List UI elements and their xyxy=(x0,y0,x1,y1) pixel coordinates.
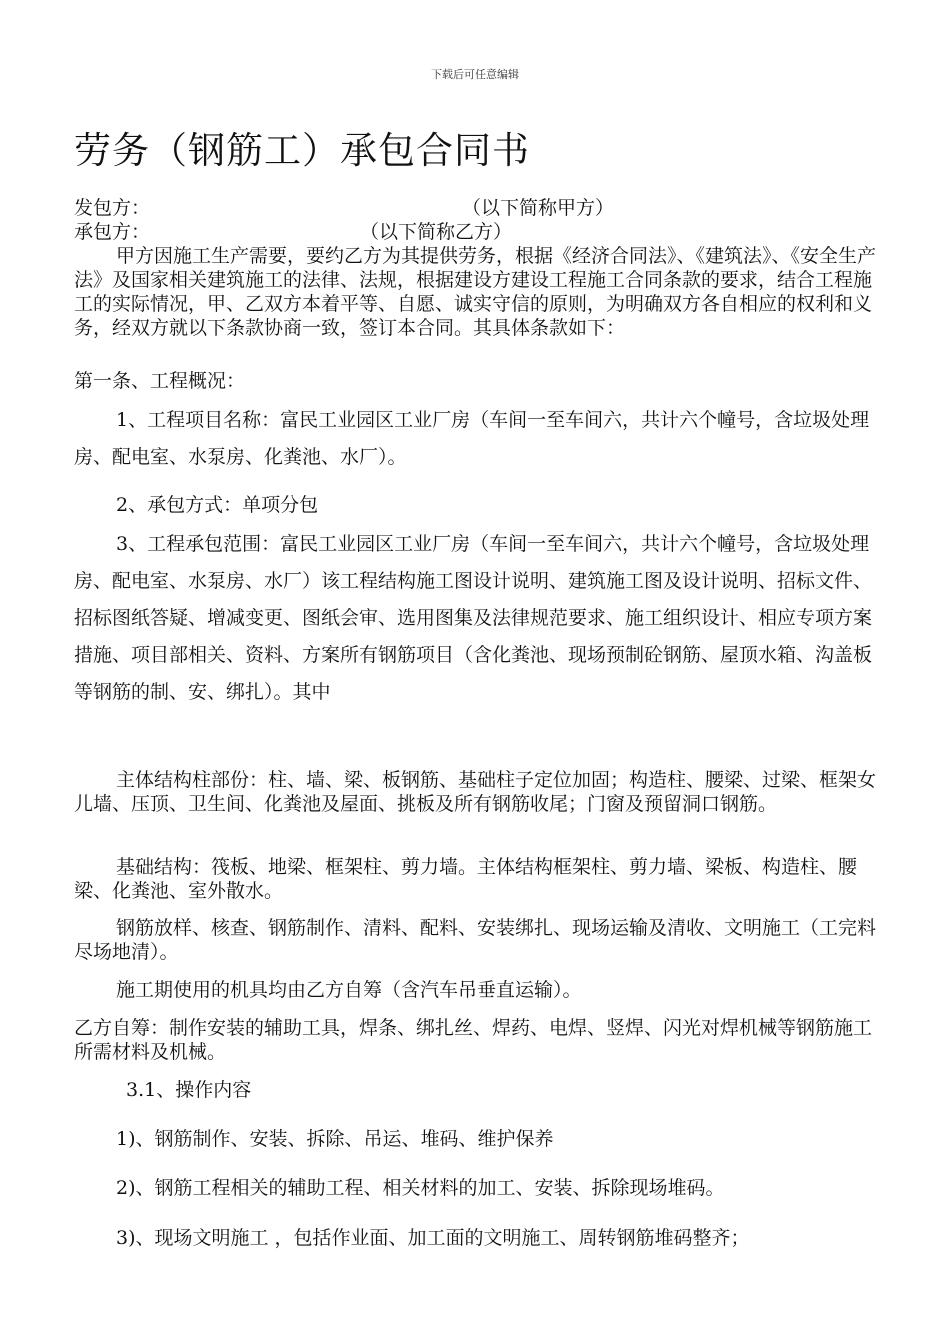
subcontractor-note: （以下简称乙方） xyxy=(360,221,513,243)
contractor-label: 发包方： xyxy=(74,197,151,219)
section-3-1-heading: 3.1、操作内容 xyxy=(126,1079,252,1101)
rebar-work-paragraph: 钢筋放样、核查、钢筋制作、清料、配料、安装绑扎、现场运输及清收、文明施工（工完料尽场地清）。 xyxy=(74,917,877,963)
subcontractor-line xyxy=(74,220,513,244)
machinery-paragraph: 施工期使用的机具均由乙方自筹（含汽车吊垂直运输）。 xyxy=(116,979,582,1001)
article-1-heading: 第一条、工程概况： xyxy=(74,370,246,392)
intro-paragraph: 甲方因施工生产需要，要约乙方为其提供劳务，根据《经济合同法》、《建筑法》、《安全生产法》及国家相关建筑施工的法律、法规，根据建设方建设工程施工合同条款的要求，结合工程施工的实际情况，甲、乙双方本着平等、自愿、诚实守信的原则，为明确双方各自相应的权利和义务，经双方就以下条款协商一致，签订本合同。其具体条款如下： xyxy=(74,245,877,339)
item-contract-scope: 3、工程承包范围：富民工业园区工业厂房（车间一至车间六，共计六个幢号，含垃圾处理房、配电室、水泵房、水厂）该工程结构施工图设计说明、建筑施工图及设计说明、招标文件、招标图纸答疑、增减变更、图纸会审、选用图集及法律规范要求、施工组织设计、相应专项方案措施、项目部相关、资料、方案所有钢筋项目（含化粪池、现场预制砼钢筋、屋顶水箱、沟盖板等钢筋的制、安、绑扎）。其中 xyxy=(74,533,873,703)
item-project-name: 1、工程项目名称：富民工业园区工业厂房（车间一至车间六，共计六个幢号，含垃圾处理房、配电室、水泵房、化粪池、水厂）。 xyxy=(74,409,870,468)
operation-item-2: 2)、钢筋工程相关的辅助工程、相关材料的加工、安装、拆除现场堆码。 xyxy=(116,1177,725,1199)
subcontractor-label: 承包方： xyxy=(74,221,151,243)
main-structure-paragraph: 主体结构柱部份：柱、墙、梁、板钢筋、基础柱子定位加固；构造柱、腰梁、过梁、框架女儿墙、压顶、卫生间、化粪池及屋面、挑板及所有钢筋收尾；门窗及预留洞口钢筋。 xyxy=(74,769,877,815)
header-note: 下载后可任意编辑 xyxy=(431,68,519,81)
foundation-paragraph: 基础结构：筏板、地梁、框架柱、剪力墙。主体结构框架柱、剪力墙、梁板、构造柱、腰梁、化粪池、室外散水。 xyxy=(74,856,858,902)
item-contract-method: 2、承包方式：单项分包 xyxy=(116,494,319,516)
contractor-note: （以下简称甲方） xyxy=(462,197,615,219)
operation-item-1: 1)、钢筋制作、安装、拆除、吊运、堆码、维护保养 xyxy=(116,1128,554,1150)
operation-item-3: 3)、现场文明施工 ，包括作业面、加工面的文明施工、周转钢筋堆码整齐； xyxy=(116,1227,750,1249)
self-supply-paragraph: 乙方自筹：制作安装的辅助工具，焊条、绑扎丝、焊药、电焊、竖焊、闪光对焊机械等钢筋施工所需材料及机械。 xyxy=(74,1017,873,1063)
document-title: 劳务（钢筋工）承包合同书 xyxy=(74,129,530,172)
contractor-line xyxy=(74,196,615,220)
